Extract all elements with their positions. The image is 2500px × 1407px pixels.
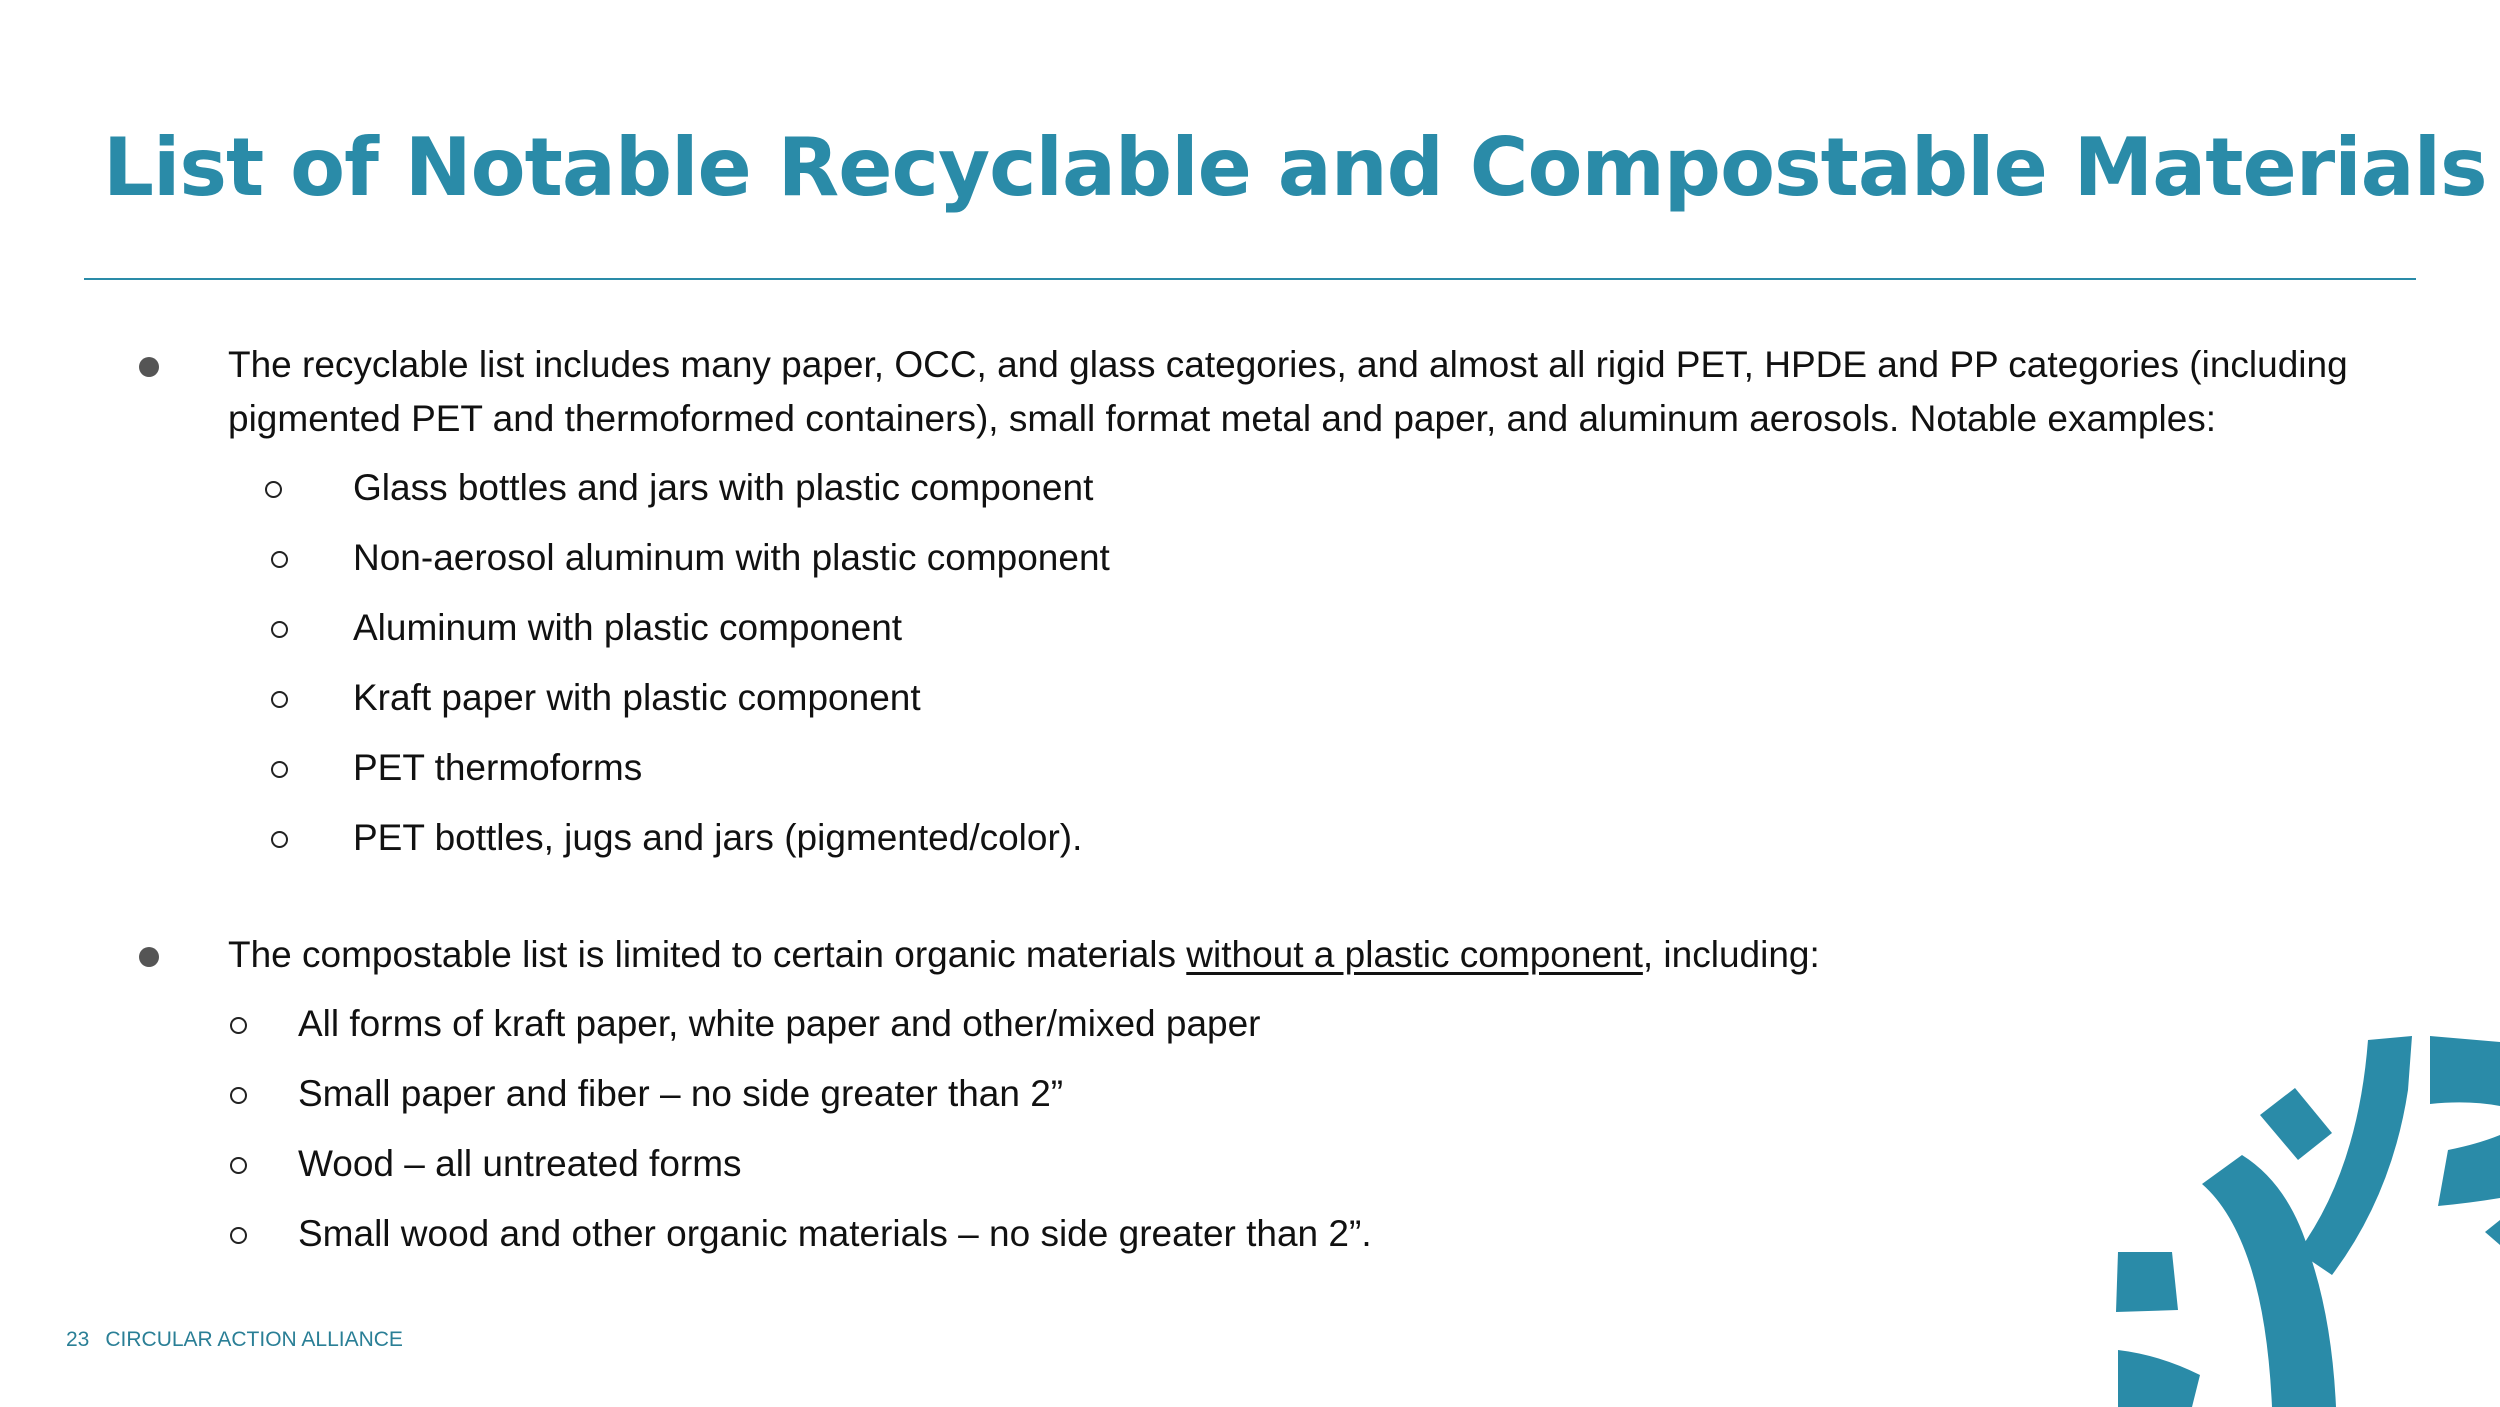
page-number: 23 bbox=[66, 1328, 90, 1351]
hollow-circle-bullet-icon bbox=[271, 691, 288, 708]
footer-organization: CIRCULAR ACTION ALLIANCE bbox=[105, 1328, 403, 1351]
hollow-circle-bullet-icon bbox=[271, 831, 288, 848]
hollow-circle-bullet-icon bbox=[230, 1157, 247, 1174]
list-item: PET thermoforms bbox=[353, 741, 642, 795]
hollow-circle-bullet-icon bbox=[271, 761, 288, 778]
bullet-dot-icon bbox=[139, 357, 159, 377]
list-item: Kraft paper with plastic component bbox=[353, 671, 921, 725]
bullet-text: The recyclable list includes many paper, OCC, and glass categories, and almost all rigid PET, HPDE and PP categories (including pigmented PET and thermoformed containers), small format metal and paper, and aluminum aerosols. Notable examples: bbox=[228, 344, 2348, 439]
slide-footer bbox=[66, 1328, 403, 1352]
list-item: All forms of kraft paper, white paper and other/mixed paper bbox=[298, 997, 1261, 1051]
hollow-circle-bullet-icon bbox=[271, 621, 288, 638]
hollow-circle-bullet-icon bbox=[230, 1087, 247, 1104]
list-item: Wood – all untreated forms bbox=[298, 1137, 742, 1191]
hollow-circle-bullet-icon bbox=[265, 481, 282, 498]
list-item: Non-aerosol aluminum with plastic component bbox=[353, 531, 1110, 585]
hollow-circle-bullet-icon bbox=[230, 1227, 247, 1244]
title-divider bbox=[84, 278, 2416, 280]
list-item: PET bottles, jugs and jars (pigmented/color). bbox=[353, 811, 1082, 865]
hollow-circle-bullet-icon bbox=[271, 551, 288, 568]
bullet-text-end: , including: bbox=[1642, 934, 1820, 975]
list-item: Small paper and fiber – no side greater than 2” bbox=[298, 1067, 1063, 1121]
slide-title: List of Notable Recyclable and Compostable Materials bbox=[103, 121, 2487, 214]
hollow-circle-bullet-icon bbox=[230, 1017, 247, 1034]
bullet-recyclable bbox=[228, 338, 2378, 446]
underlined-emphasis: without a plastic component bbox=[1186, 934, 1643, 975]
list-item: Small wood and other organic materials – no side greater than 2”. bbox=[298, 1207, 1372, 1261]
bullet-text: The compostable list is limited to certain organic materials bbox=[228, 934, 1187, 975]
list-item: Aluminum with plastic component bbox=[353, 601, 902, 655]
circular-action-alliance-logo-icon bbox=[2100, 1020, 2500, 1407]
bullet-compostable bbox=[228, 928, 2378, 982]
list-item: Glass bottles and jars with plastic component bbox=[353, 461, 1093, 515]
bullet-dot-icon bbox=[139, 947, 159, 967]
